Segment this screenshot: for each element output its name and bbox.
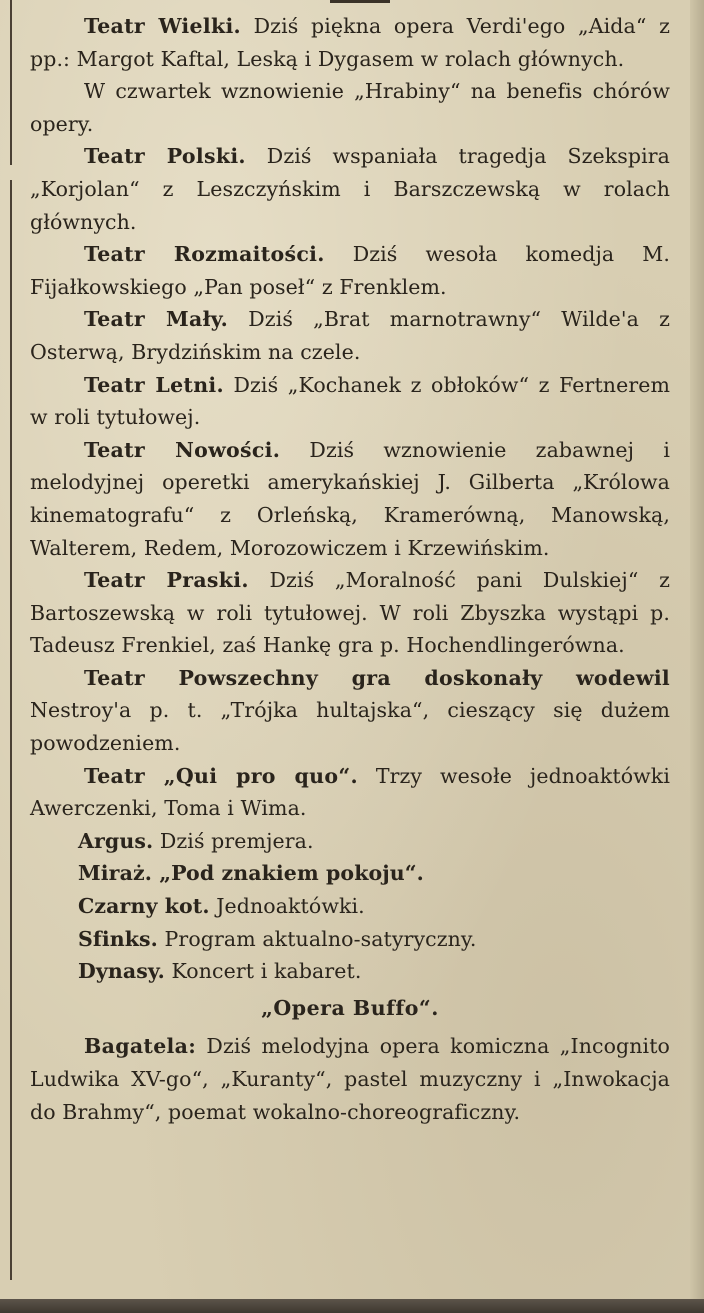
paragraph-title: Teatr Wielki.: [84, 14, 241, 38]
paragraph-teatr-maly: [30, 303, 670, 368]
paragraph-title: Teatr Nowości.: [84, 437, 281, 462]
paragraph-text: Dziś piękna opera Verdi'ego „Aida“ z pp.: Margot Kaftal, Leską i Dygasem w rolach głównych.: [30, 14, 670, 71]
heading-opera-buffo: „Opera Buffo“.: [261, 995, 439, 1020]
paragraph-text: W czwartek wznowienie „Hrabiny“ na benefis chórów opery.: [30, 79, 670, 136]
paragraph-text: Dziś melodyjna opera komiczna „Incognito Ludwika XV-go“, „Kuranty“, pastel muzyczny i „Inwokacja do Brahmy“, poemat wokalno-choreograficzny.: [30, 1034, 670, 1124]
theatre-listings-column: [30, 10, 670, 1128]
paragraph-bagatela: [30, 1030, 670, 1128]
column-rule-main: [10, 180, 12, 1280]
paragraph-teatr-powszechny: [30, 662, 670, 760]
paragraph-title: Teatr Mały.: [84, 307, 229, 332]
paragraph-text: Trzy wesołe jednoaktówki Awerczenki, Toma i Wima.: [30, 763, 670, 821]
item-title: Dynasy.: [78, 959, 165, 984]
item-dynasy: [30, 955, 670, 988]
column-rule-top: [10, 0, 12, 165]
paragraph-title: Teatr „Qui pro quo“.: [84, 763, 358, 788]
item-text: Program aktualno-satyryczny.: [157, 926, 477, 951]
paragraph-title: Teatr Polski.: [84, 144, 246, 169]
item-title: Sfinks.: [78, 926, 158, 951]
bottom-rule: [0, 1299, 704, 1313]
paragraph-teatr-letni: [30, 369, 670, 434]
paragraph-teatr-praski: [30, 564, 670, 662]
paragraph-teatr-wielki: [30, 10, 670, 75]
item-text: „Pod znakiem pokoju“.: [151, 861, 424, 886]
paragraph-text: Dziś wspaniała tragedja Szekspira „Korjolan“ z Leszczyńskim i Barszczewską w rolach głównych.: [30, 144, 671, 234]
page-right-edge: [690, 0, 704, 1313]
paragraph-title: Teatr Rozmaitości.: [84, 242, 325, 267]
paragraph-text: Dziś „Moralność pani Dulskiej“ z Bartoszewską w roli tytułowej. W roli Zbyszka wystąpi p. Tadeusz Frenkiel, zaś Hankę gra p. Hochendlingerówna.: [30, 568, 670, 658]
item-title: Argus.: [78, 828, 154, 853]
item-text: Koncert i kabaret.: [164, 959, 362, 984]
paragraph-teatr-rozmaitosci: [30, 238, 670, 303]
paragraph-text: Nestroy'a p. t. „Trójka hultajska“, cieszący się dużem powodzeniem.: [30, 698, 670, 756]
item-title: Czarny kot.: [78, 894, 210, 919]
paragraph-title: Teatr Praski.: [84, 568, 249, 593]
paragraph-teatr-wielki-czwartek: [30, 75, 670, 140]
paragraph-text: Dziś wznowienie zabawnej i melodyjnej operetki amerykańskiej J. Gilberta „Królowa kinematografu“ z Orleńską, Kramerówną, Manowską, Walterem, Redem, Morozowiczem i Krzewińskim.: [30, 437, 671, 560]
paragraph-text: Dziś „Kochanek z obłoków“ z Fertnerem w roli tytułowej.: [30, 372, 670, 430]
paragraph-teatr-polski: [30, 140, 670, 238]
paragraph-title: Teatr Letni.: [84, 372, 224, 397]
paragraph-teatr-nowosci: [30, 434, 670, 564]
top-rule: [330, 0, 390, 3]
item-czarny-kot: [30, 890, 670, 923]
paragraph-teatr-qui-pro-quo: [30, 760, 670, 825]
item-sfinks: [30, 923, 670, 956]
item-miraz: [30, 857, 670, 890]
paragraph-title: Bagatela:: [84, 1034, 197, 1059]
item-text: Dziś premjera.: [153, 828, 314, 853]
item-title: Miraż.: [78, 861, 152, 886]
item-argus: [30, 825, 670, 858]
paragraph-title: Teatr Powszechny gra doskonały wodewil: [84, 665, 670, 690]
paragraph-text: Dziś „Brat marnotrawny“ Wilde'a z Osterwą, Brydzińskim na czele.: [30, 307, 670, 364]
paragraph-text: Dziś wesoła komedja M. Fijałkowskiego „Pan poseł“ z Frenklem.: [30, 242, 670, 299]
item-text: Jednoaktówki.: [209, 894, 365, 919]
